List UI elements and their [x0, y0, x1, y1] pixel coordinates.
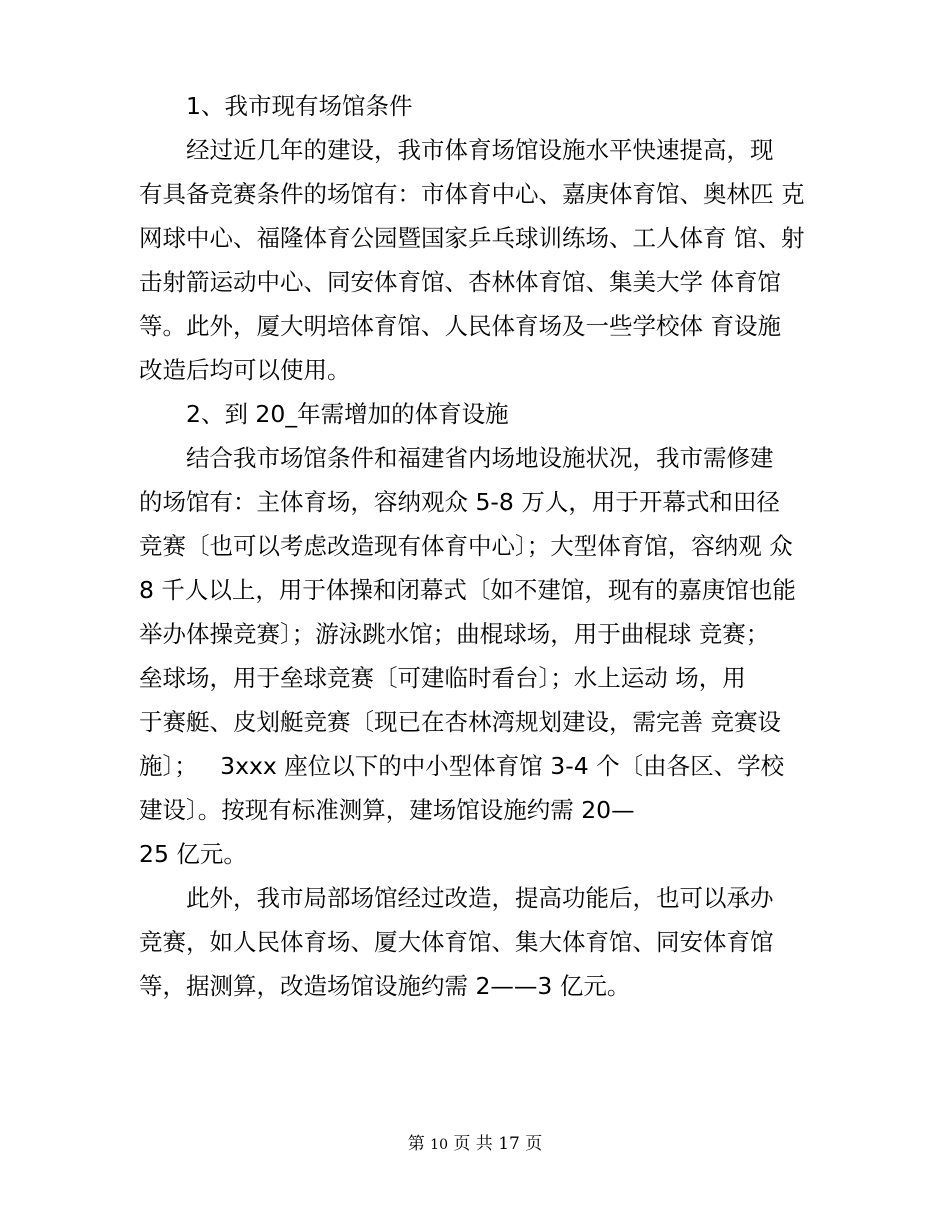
paragraph-line: 于赛艇、皮划艇竞赛〔现已在杏林湾规划建设，需完善 竞赛设: [139, 708, 781, 736]
paragraph-line: 竞赛，如人民体育场、厦大体育馆、集大体育馆、同安体育馆: [139, 928, 774, 956]
paragraph-line: 8 千人以上，用于体操和闭幕式〔如不建馆，现有的嘉庚馆也能: [139, 576, 796, 604]
paragraph-line: 网球中心、福隆体育公园暨国家乒乓球训练场、工人体育 馆、射: [139, 224, 805, 252]
current-page-number: 10: [430, 1137, 448, 1153]
footer-suffix: 页: [519, 1134, 543, 1154]
footer-prefix: 第: [407, 1134, 431, 1154]
paragraph-line: 经过近几年的建设，我市体育场馆设施水平快速提高，现: [186, 136, 774, 164]
paragraph-line: 的场馆有：主体育场，容纳观众 5-8 万人，用于开幕式和田径: [139, 488, 780, 516]
total-pages-number: 17: [498, 1134, 520, 1154]
paragraph-line: 举办体操竞赛〕；游泳跳水馆；曲棍球场，用于曲棍球 竞赛；: [139, 620, 770, 648]
paragraph-line: 建设〕。按现有标准测算，建场馆设施约需 20—: [139, 796, 635, 824]
paragraph-line: 击射箭运动中心、同安体育馆、杏林体育馆、集美大学 体育馆: [139, 268, 781, 296]
section-heading-2: 2、到 20_年需增加的体育设施: [186, 400, 509, 428]
page-footer: [0, 1131, 950, 1158]
paragraph-line: 施〕； 3xxx 座位以下的中小型体育馆 3-4 个〔由各区、学校: [139, 752, 785, 780]
paragraph-line: 此外，我市局部场馆经过改造，提高功能后，也可以承办: [186, 884, 774, 912]
footer-middle: 页 共: [447, 1134, 499, 1154]
paragraph-line: 25 亿元。: [139, 840, 247, 868]
paragraph-line: 改造后均可以使用。: [139, 356, 351, 384]
document-body: [139, 84, 814, 1008]
paragraph-line: 竞赛〔也可以考虑改造现有体育中心〕；大型体育馆，容纳观 众: [139, 532, 793, 560]
paragraph-line: 结合我市场馆条件和福建省内场地设施状况，我市需修建: [186, 444, 774, 472]
paragraph-line: 垒球场，用于垒球竞赛〔可建临时看台〕；水上运动 场，用: [139, 664, 746, 692]
paragraph-line: 等。此外，厦大明培体育馆、人民体育场及一些学校体 育设施: [139, 312, 781, 340]
paragraph-line: 等，据测算，改造场馆设施约需 2——3 亿元。: [139, 972, 631, 1000]
paragraph-line: 有具备竞赛条件的场馆有：市体育中心、嘉庚体育馆、奥林匹 克: [139, 180, 805, 208]
section-heading-1: 1、我市现有场馆条件: [186, 92, 413, 120]
